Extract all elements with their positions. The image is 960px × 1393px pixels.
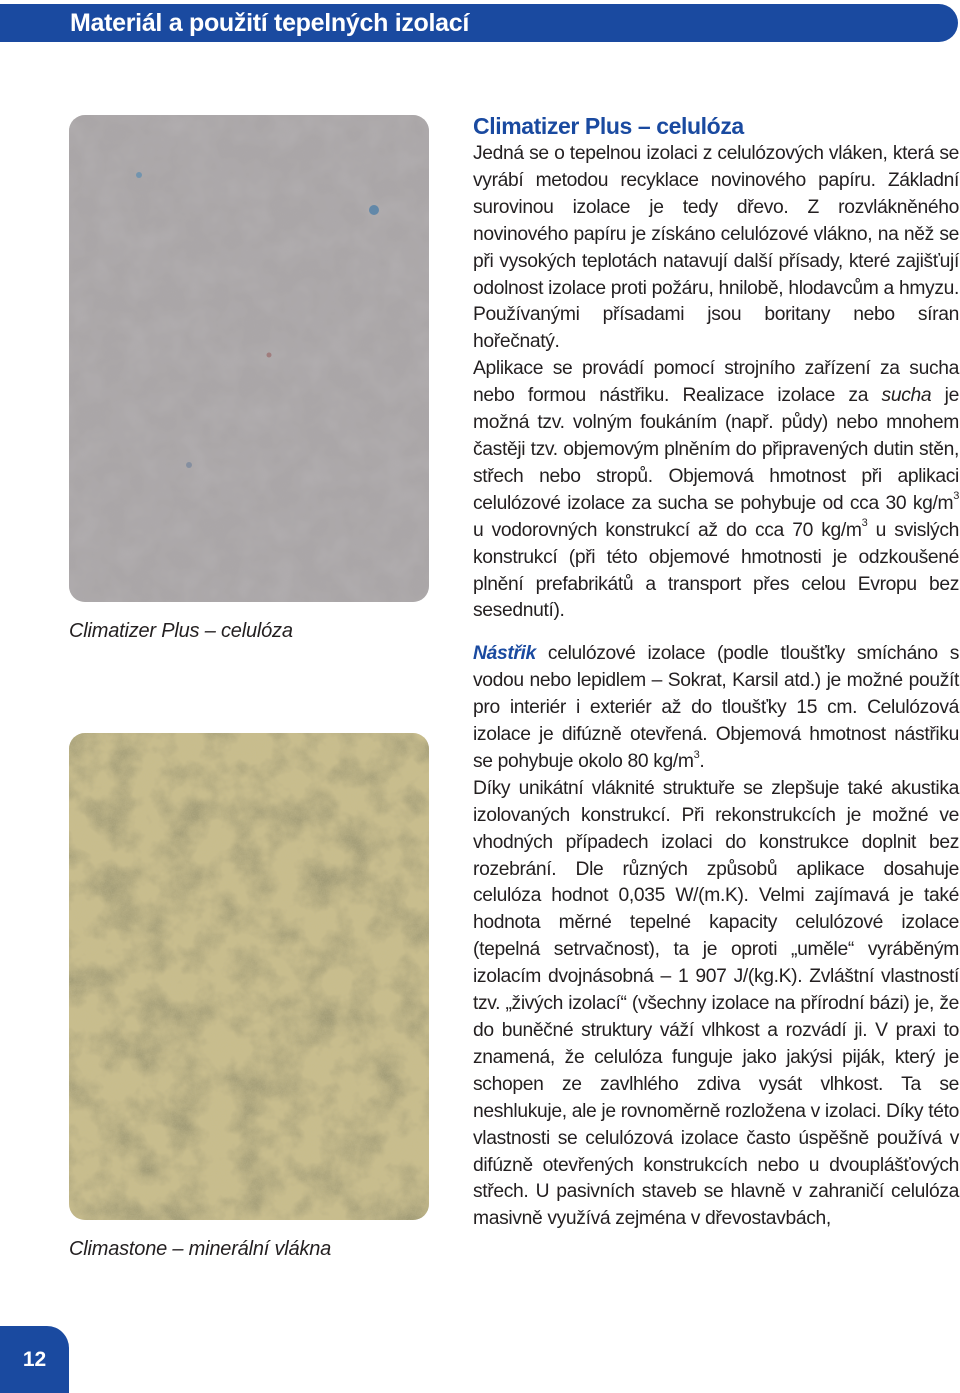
photo-mineral-wool — [69, 733, 429, 1220]
paragraph-spray: Nástřik celulózové izolace (podle tloušťky smícháno s vodou nebo lepidlem – Sokrat, Karsil atd.) je možné použít pro interiér i exteriér až do tloušťky 15 cm. Celulózová izolace je difúzně otevřená. Objemová hmotnost nástřiku se pohybuje okolo 80 $kg/m^3$. — [473, 643, 959, 772]
photo-cellulose — [69, 115, 429, 602]
mineral-wool-texture-image — [69, 733, 429, 1220]
paragraph-application: Aplikace se provádí pomocí strojního zařízení za sucha nebo formou nástřiku. Realizace izolace za sucha je možná tzv. volným foukáním (např. půdy) nebo mnohem častěji tzv. objemovým plněním do připravených dutin stěn, střech nebo stropů. Objemová hmotnost při aplikaci celulózové izolace za sucha se pohybuje od cca 30 $kg/m^3$ u vodorovných konstrukcí až do cca 70 $kg/m^3$ u svislých konstrukcí (při této objemové hmotnosti je odzkoušené plnění prefabrikátů a transport přes celou Evropu bez sesednutí). — [473, 358, 959, 622]
section-title: Climatizer Plus – celulóza — [473, 113, 744, 139]
photo-caption-cellulose: Climatizer Plus – celulóza — [69, 620, 293, 642]
cellulose-texture-image — [69, 115, 429, 602]
paragraph-properties: Díky unikátní vláknité struktuře se zlepšuje také akustika izolovaných konstrukcí. Při rekonstrukcích je možné ve vhodných případech izolaci do konstrukce doplnit bez rozebrání. Dle různých způsobů aplikace dosahuje celulóza hodnot 0,035 W/(m.K). Velmi zajímavá je také hodnota měrné tepelné kapacity celulózové izolace (tepelná setrvačnost), ta je oproti „uměle“ vyráběným izolacím dvojnásobná – 1 907 J/(kg.K). Zvláštní vlastností tzv. „živých izolací“ (všechny izolace na přírodní bázi) je, že do buněčné struktury váží vlhkost a rozvádí ji. V praxi to znamená, že celulóza funguje jako jakýsi piják, který je schopen ze zavlhlého zdiva vysát vlhkost. Ta se neshlukuje, ale je rovnoměrně rozložena v izolaci. Díky této vlastnosti se celulózová izolace často úspěšně používá v difúzně otevřených konstrukcích nebo u dvouplášťových střech. U pasivních staveb se hlavně v zahraničí celulóza masivně využívá zejména v dřevostavbách, — [473, 777, 959, 1230]
spray-lead-term: Nástřik — [473, 643, 536, 665]
page-number: 12 — [0, 1326, 69, 1393]
page-header-title: Materiál a použití tepelných izolací — [70, 9, 470, 37]
photo-caption-mineral-wool: Climastone – minerální vlákna — [69, 1238, 332, 1260]
header-bar — [0, 4, 958, 42]
article-column — [473, 111, 959, 1233]
paragraph-intro: Jedná se o tepelnou izolaci z celulózových vláken, která se vyrábí metodou recyklace novinového papíru. Základní surovinou izolace je tedy dřevo. Z rozvlákněného novinového papíru je získáno celulózové vlákno, na něž se při vysokých teplotách natavují další přísady, které zajišťují odolnost izolace proti požáru, hnilobě, hlodavcům a hmyzu. Používanými přísadami jsou boritany nebo síran hořečnatý. — [473, 143, 959, 353]
